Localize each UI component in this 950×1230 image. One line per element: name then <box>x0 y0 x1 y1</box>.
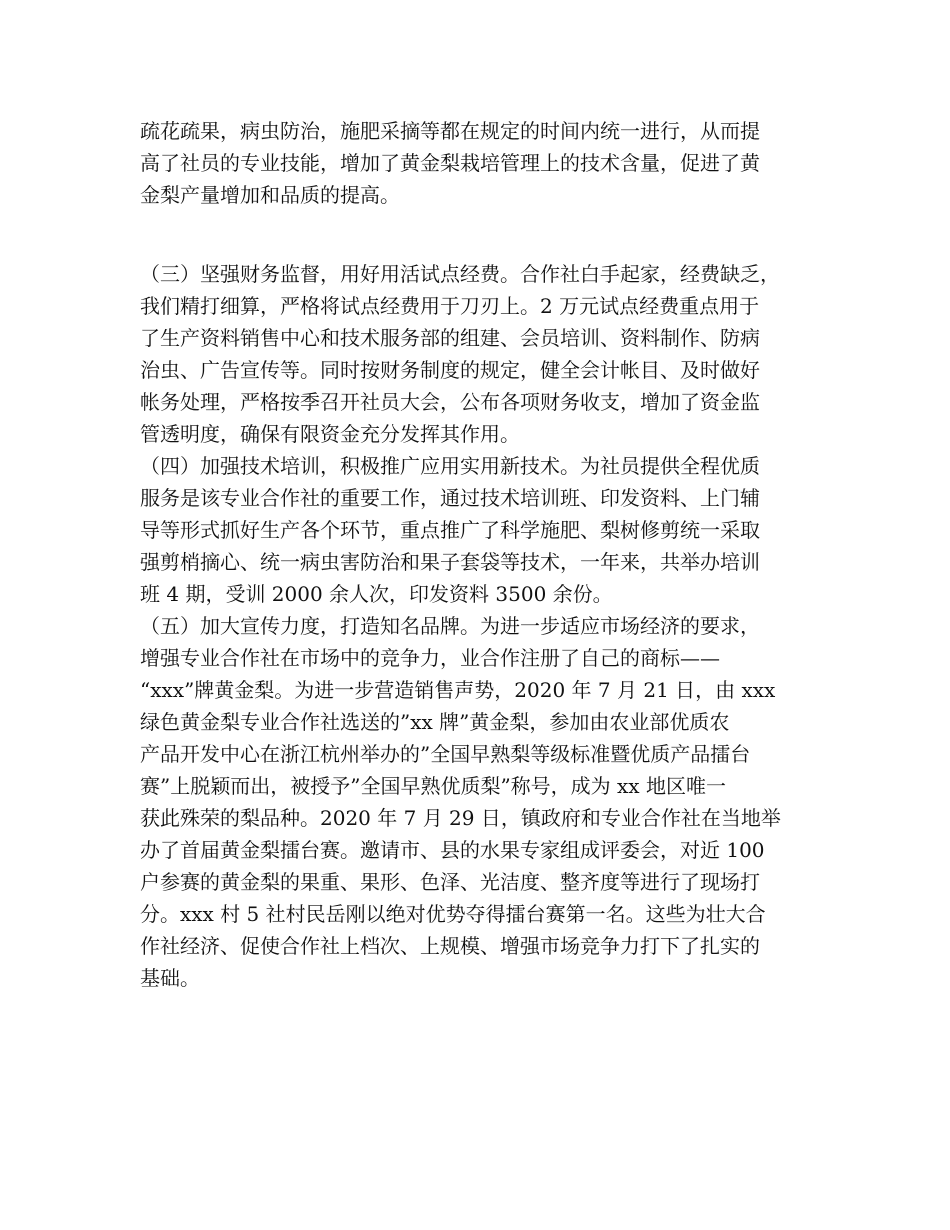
text-line: 基础。 <box>140 966 200 990</box>
text-line: 我们精打细算，严格将试点经费用于刀刃上。2 万元试点经费重点用于 <box>140 294 760 318</box>
text-line: （四）加强技术培训，积极推广应用实用新技术。为社员提供全程优质 <box>140 454 760 478</box>
text-line: 高了社员的专业技能，增加了黄金梨栽培管理上的技术含量，促进了黄 <box>140 151 760 175</box>
text-line: 治虫、广告宣传等。同时按财务制度的规定，健全会计帐目、及时做好 <box>140 358 760 382</box>
text-line: 赛”上脱颖而出，被授予”全国早熟优质梨”称号，成为 xx 地区唯一 <box>140 774 726 798</box>
text-line: 户参赛的黄金梨的果重、果形、色泽、光洁度、整齐度等进行了现场打 <box>140 870 760 894</box>
text-line: 绿色黄金梨专业合作社选送的”xx 牌”黄金梨，参加由农业部优质农 <box>140 710 730 734</box>
text-line: 获此殊荣的梨品种。2020 年 7 月 29 日，镇政府和专业合作社在当地举 <box>140 806 781 830</box>
text-line: 分。xxx 村 5 社村民岳刚以绝对优势夺得擂台赛第一名。这些为壮大合 <box>140 902 766 926</box>
text-line: （五）加大宣传力度，打造知名品牌。为进一步适应市场经济的要求， <box>140 614 760 638</box>
text-line: 管透明度，确保有限资金充分发挥其作用。 <box>140 422 520 446</box>
text-line: 增强专业合作社在市场中的竞争力，业合作注册了自己的商标—— <box>140 646 720 670</box>
text-line: 疏花疏果，病虫防治，施肥采摘等都在规定的时间内统一进行，从而提 <box>140 119 760 143</box>
text-line: 帐务处理，严格按季召开社员大会，公布各项财务收支，增加了资金监 <box>140 390 760 414</box>
paragraph-section-4 <box>140 450 820 610</box>
text-line: 金梨产量增加和品质的提高。 <box>140 183 400 207</box>
text-line: 了生产资料销售中心和技术服务部的组建、会员培训、资料制作、防病 <box>140 326 760 350</box>
text-line: 班 4 期，受训 2000 余人次，印发资料 3500 余份。 <box>140 582 613 606</box>
text-line: 作社经济、促使合作社上档次、上规模、增强市场竞争力打下了扎实的 <box>140 934 760 958</box>
text-line: 办了首届黄金梨擂台赛。邀请市、县的水果专家组成评委会，对近 100 <box>140 838 765 862</box>
paragraph-section-5 <box>140 610 820 994</box>
paragraph-section-3 <box>140 258 820 450</box>
text-line: “xxx”牌黄金梨。为进一步营造销售声势，2020 年 7 月 21 日，由 xxx <box>140 678 776 702</box>
text-line: （三）坚强财务监督，用好用活试点经费。合作社白手起家，经费缺乏， <box>140 262 780 286</box>
text-line: 产品开发中心在浙江杭州举办的”全国早熟梨等级标准暨优质产品擂台 <box>140 742 751 766</box>
text-line: 导等形式抓好生产各个环节，重点推广了科学施肥、梨树修剪统一采取 <box>140 518 760 542</box>
text-line: 服务是该专业合作社的重要工作，通过技术培训班、印发资料、上门辅 <box>140 486 760 510</box>
paragraph-fruit-thinning <box>140 115 820 211</box>
text-line: 强剪梢摘心、统一病虫害防治和果子套袋等技术，一年来，共举办培训 <box>140 550 760 574</box>
